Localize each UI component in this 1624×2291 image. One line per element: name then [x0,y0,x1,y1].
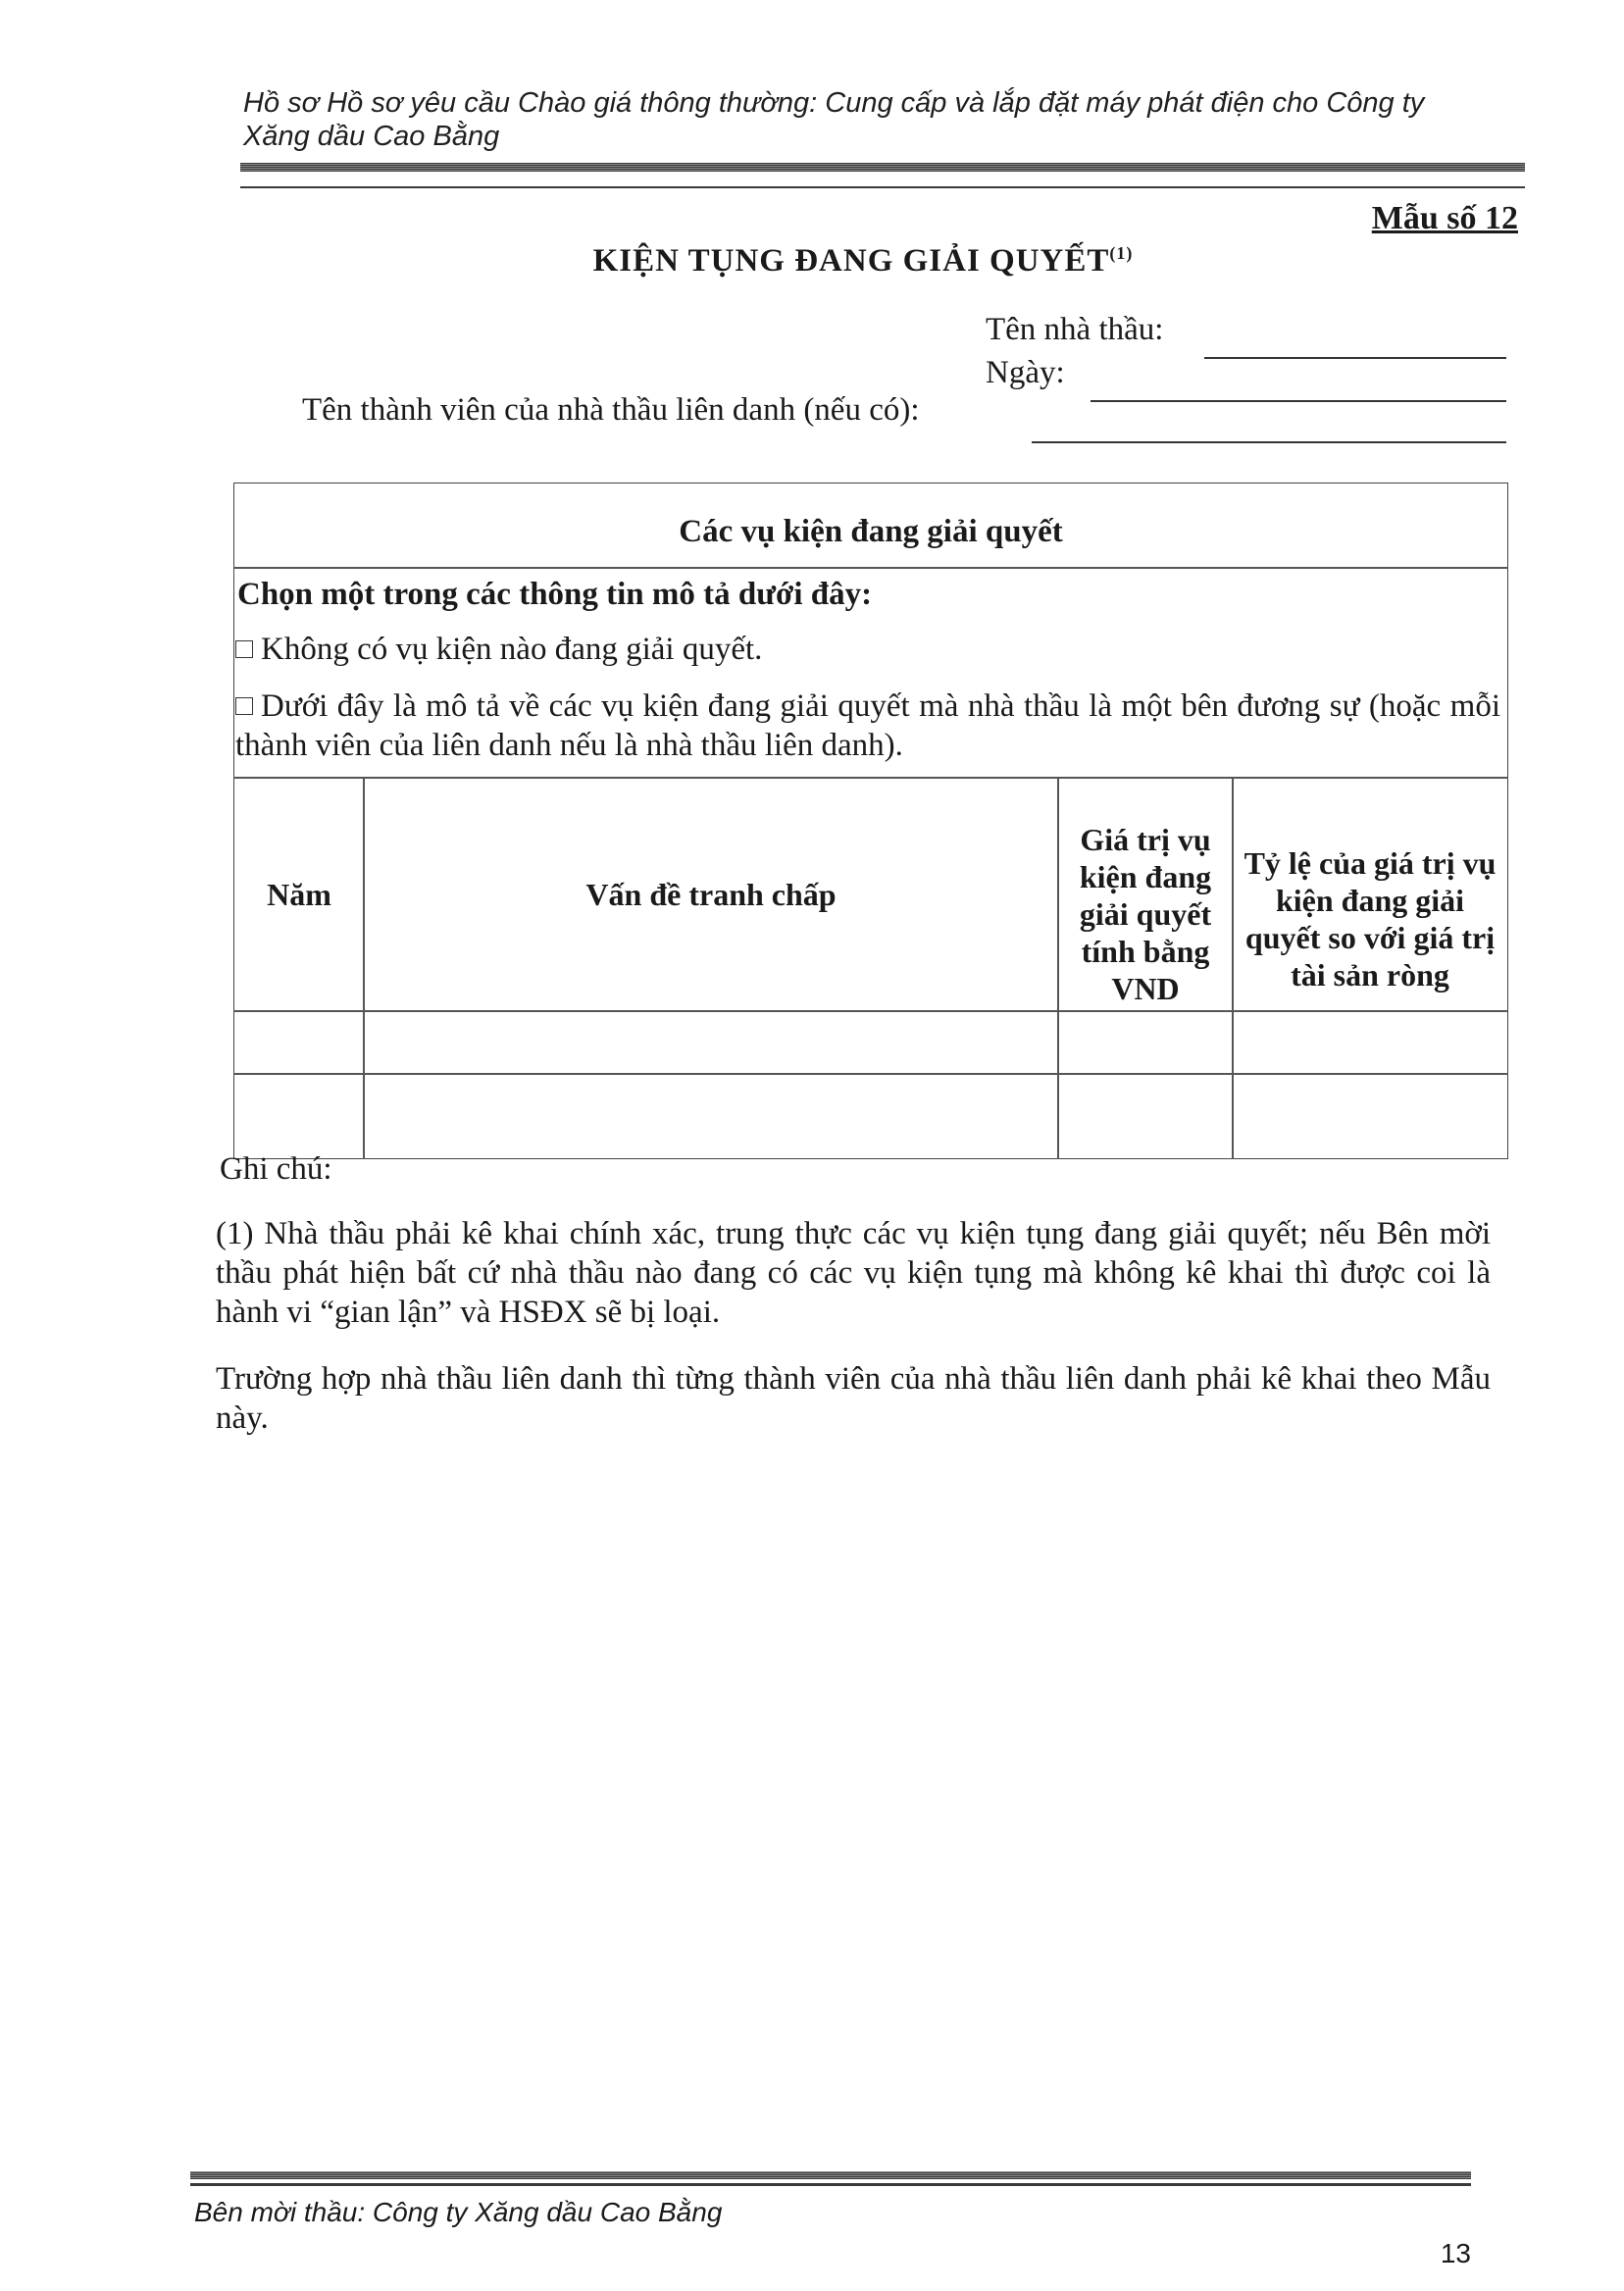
page-number: 13 [1440,2238,1471,2268]
form-number: Mẫu số 12 [1371,200,1518,236]
notes-label: Ghi chú: [220,1151,332,1187]
form-title-footnote: (1) [1109,243,1134,263]
column-header-year: Năm [267,877,331,912]
footer-rule-thin [190,2183,1471,2186]
section-title: Các vụ kiện đang giải quyết [679,514,1063,549]
column-header-dispute: Vấn đề tranh chấp [585,877,837,912]
contractor-name-line[interactable] [1204,357,1506,359]
option-no-litigation-label: Không có vụ kiện nào đang giải quyết. [261,632,763,667]
form-title-text: KIỆN TỤNG ĐANG GIẢI QUYẾT [592,243,1110,279]
checkbox-no-litigation[interactable] [235,640,253,658]
checkbox-litigation-list[interactable] [235,697,253,715]
note-1: (1) Nhà thầu phải kê khai chính xác, trung thực các vụ kiện tụng đang giải quyết; nếu Bên mời thầu phát hiện bất cứ nhà thầu nào đang có các vụ kiện tụng mà không kê khai thì được coi là hành vi “gian lận” và HSĐX sẽ bị loại. [216,1216,1491,1330]
form-title [490,243,1236,280]
header-rule [240,163,1525,172]
note-2: Trường hợp nhà thầu liên danh thì từng thành viên của nhà thầu liên danh phải kê khai theo Mẫu này. [216,1361,1491,1436]
option-no-litigation[interactable] [235,630,1500,669]
footer-text: Bên mời thầu: Công ty Xăng dầu Cao Bằng [194,2197,723,2227]
option-litigation-list[interactable] [235,687,1500,765]
table-divider-title [233,567,1508,569]
choose-instruction: Chọn một trong các thông tin mô tả dưới đây: [237,577,873,612]
member-line[interactable] [1032,441,1506,443]
date-line[interactable] [1091,400,1506,402]
page-header [243,86,1528,153]
contractor-name-label: Tên nhà thầu: [986,312,1164,347]
table-divider-row [233,1073,1508,1075]
header-line-2: Xăng dầu Cao Bằng [243,121,500,152]
column-header-value: Giá trị vụ kiện đang giải quyết tính bằng VND [1079,822,1212,1006]
option-litigation-list-label: Dưới đây là mô tả về các vụ kiện đang giải quyết mà nhà thầu là một bên đương sự (hoặc mỗi thành viên của liên danh nếu là nhà thầu liên danh). [235,688,1500,763]
column-header-ratio: Tỷ lệ của giá trị vụ kiện đang giải quyết so với giá trị tài sản ròng [1243,845,1497,993]
footer-rule [190,2171,1471,2179]
member-label: Tên thành viên của nhà thầu liên danh (nếu có): [302,392,920,428]
header-rule-thin [240,186,1525,188]
header-line-1: Hồ sơ Hồ sơ yêu cầu Chào giá thông thường: Cung cấp và lắp đặt máy phát điện cho Công ty [243,87,1425,119]
date-label: Ngày: [986,355,1065,390]
